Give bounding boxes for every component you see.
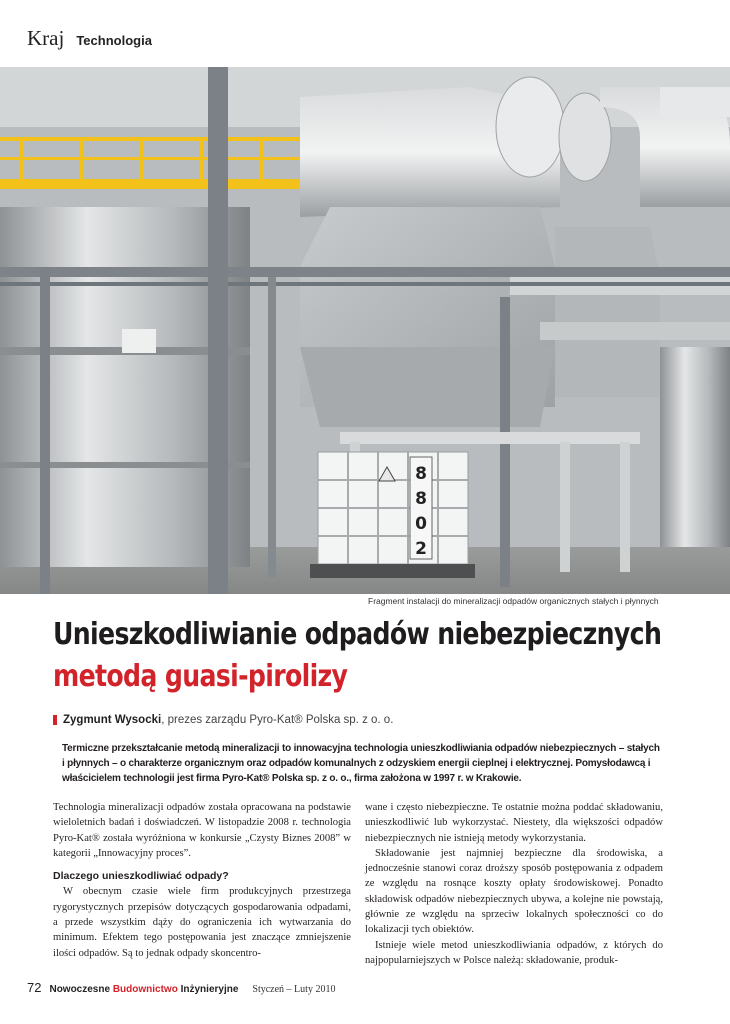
container-digit: 0 <box>415 514 427 534</box>
magazine-name-part: Nowoczesne <box>49 984 113 995</box>
author-name: Zygmunt Wysocki <box>63 714 162 726</box>
paragraph: wane i często niebezpieczne. Te ostatnie można poddać składowaniu, unieszkodliwić lub wykorzystać. Niestety, dla większości odpadów niebezpiecznych nie istnieją metody wykorzystania. <box>365 802 663 844</box>
subheading: Dlaczego unieszkodliwiać odpady? <box>53 870 229 883</box>
text-column-right <box>365 800 663 968</box>
section-label: Kraj <box>27 26 65 50</box>
container-digit: 8 <box>415 489 427 509</box>
author-role: , prezes zarządu Pyro-Kat® Polska sp. z o. o. <box>161 714 394 726</box>
article-title-line2: metodą guasi-pirolizy <box>53 659 348 694</box>
magazine-name <box>49 984 238 995</box>
article-title-line1: Unieszkodliwianie odpadów niebezpiecznych <box>53 617 662 652</box>
page-number: 72 <box>27 980 42 995</box>
page-header <box>27 26 152 51</box>
article-lead: Termiczne przekształcanie metodą mineralizacji to innowacyjna technologia unieszkodliwiania odpadów niebezpiecznych – stałych i płynnych – o charakterze organicznym oraz odpadów komunalnych z odzyskiem energii cieplnej i elektrycznej. Pomysłodawcą i właścicielem technologii jest firma Pyro-Kat® Polska sp. z o. o., firma założona w 1997 r. w Krakowie. <box>62 743 660 784</box>
paragraph: Istnieje wiele metod unieszkodliwiania odpadów, z których do najpopularniejszych w Polsce należą: składowanie, produk- <box>365 939 663 966</box>
issue-date: Styczeń – Luty 2010 <box>252 984 336 995</box>
installation-photo <box>0 67 730 610</box>
magazine-name-accent: Budownictwo <box>112 984 178 995</box>
paragraph: Technologia mineralizacji odpadów została opracowana na podstawie wieloletnich badań i doświadczeń. W listopadzie 2008 r. technologia Pyro-Kat® została wyróżniona w konkursie „Czysty Biznes 2008” w kategorii „Innowacyjny proces”. <box>53 802 351 859</box>
paragraph: W obecnym czasie wiele firm produkcyjnych przestrzega rygorystycznych przepisów dotyczących gospodarowania odpadami, a przede wszystkim dąży do ograniczenia ich wytwarzania do minimum. Efektem tego postępowania jest znaczące zmniejszenie ilości odpadów. Są to jednak odpady skoncentro- <box>53 886 351 959</box>
photo-caption: Fragment instalacji do mineralizacji odpadów organicznych stałych i płynnych <box>368 596 659 606</box>
paragraph: Składowanie jest najmniej bezpieczne dla środowiska, a jednocześnie stanowi coraz droższy sposób postępowania z odpadem ze względu na rosnące koszty opłaty środowiskowej. Ponadto składowisk odpadów niebezpiecznych ubywa, a kolejne nie powstają, głównie ze względu na sprzeciw lokalnych społeczności co do lokalizacji tych obiektów. <box>365 847 663 936</box>
container-digit: 8 <box>415 464 427 484</box>
author-line <box>53 714 393 726</box>
red-marker-icon <box>53 715 57 725</box>
page-footer <box>27 980 335 995</box>
category-label: Technologia <box>76 33 152 48</box>
magazine-name-part: Inżynieryjne <box>177 984 239 995</box>
text-column-left <box>53 800 351 961</box>
container-digit: 2 <box>415 539 427 559</box>
